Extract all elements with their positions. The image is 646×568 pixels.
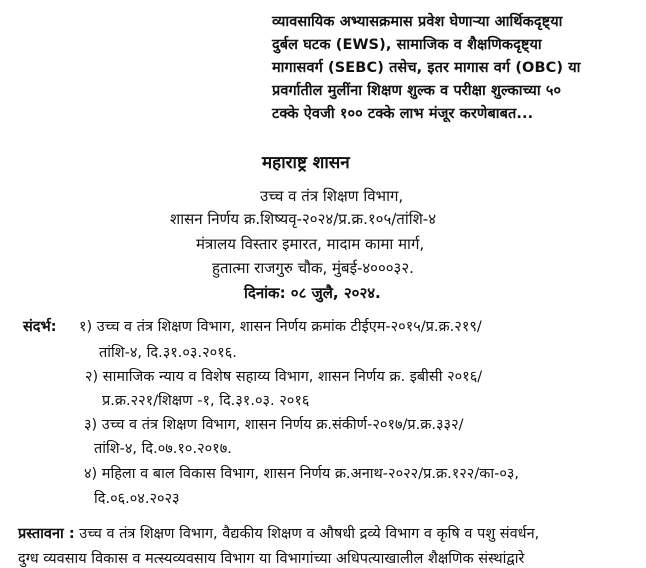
preamble-line-2: दुग्ध व्यवसाय विकास व मत्स्यव्यवसाय विभाग या विभागांच्या अधिपत्याखालील शैक्षणिक संस्थांद्वारे (18, 551, 525, 567)
subject-line-5: टक्के ऐवजी १०० टक्के लाभ मंजूर करणेबाबत... (272, 106, 534, 122)
date-line: दिनांक: ०८ जुलै, २०२४. (244, 284, 381, 302)
reference-4-line-1: ४) महिला व बाल विकास विभाग, शासन निर्णय क्र.अनाथ-२०२२/प्र.क्र.१२२/का-०३, (84, 466, 520, 482)
reference-1-line-1: १) उच्च व तंत्र शिक्षण विभाग, शासन निर्णय क्रमांक टीईएम-२०१५/प्र.क्र.२१९/ (79, 319, 482, 335)
address-line-1: मंत्रालय विस्तार इमारत, मादाम कामा मार्ग, (196, 235, 425, 253)
preamble-text-1: उच्च व तंत्र शिक्षण विभाग, वैद्यकीय शिक्षण व औषधी द्रव्ये विभाग व कृषि व पशु संवर्धन, (74, 526, 540, 542)
preamble-line-1 (18, 523, 539, 543)
reference-1-line-2: तांशि-४, दि.३१.०३.२०१६. (99, 345, 237, 361)
reference-3-line-1: ३) उच्च व तंत्र शिक्षण विभाग, शासन निर्णय क्र.संकीर्ण-२०१७/प्र.क्र.३३२/ (84, 417, 464, 433)
preamble-label: प्रस्तावना : (18, 526, 75, 542)
subject-line-2: दुर्बल घटक (EWS), सामाजिक व शैक्षणिकदृष्ट्या (272, 37, 542, 53)
government-title: महाराष्ट्र शासन (262, 153, 350, 173)
address-line-2: हुतात्मा राजगुरु चौक, मुंबई-४०००३२. (212, 259, 414, 277)
reference-4-line-2: दि.०६.०४.२०२३ (94, 491, 180, 507)
gr-number-line: शासन निर्णय क्र.शिष्यवृ-२०२४/प्र.क्र.१०५/तांशि-४ (170, 210, 437, 228)
department-line: उच्च व तंत्र शिक्षण विभाग, (260, 187, 404, 205)
references-label: संदर्भ: (23, 319, 57, 335)
subject-line-4: प्रवर्गातील मुलींना शिक्षण शुल्क व परीक्षा शुल्काच्या ५० (272, 83, 562, 99)
reference-2-line-1: २) सामाजिक न्याय व विशेष सहाय्य विभाग, शासन निर्णय क्र. इबीसी २०१६/ (85, 369, 483, 385)
reference-2-line-2: प्र.क्र.२२१/शिक्षण -१, दि.३१.०३. २०१६ (102, 393, 310, 409)
subject-line-1: व्यावसायिक अभ्यासक्रमास प्रवेश घेणाऱ्या आर्थिकदृष्ट्या (272, 14, 563, 30)
subject-line-3: मागासवर्ग (SEBC) तसेच, इतर मागास वर्ग (OBC) या (272, 60, 581, 76)
reference-3-line-2: तांशि-४, दि.०७.१०.२०१७. (94, 441, 232, 457)
subject-block (272, 11, 634, 126)
